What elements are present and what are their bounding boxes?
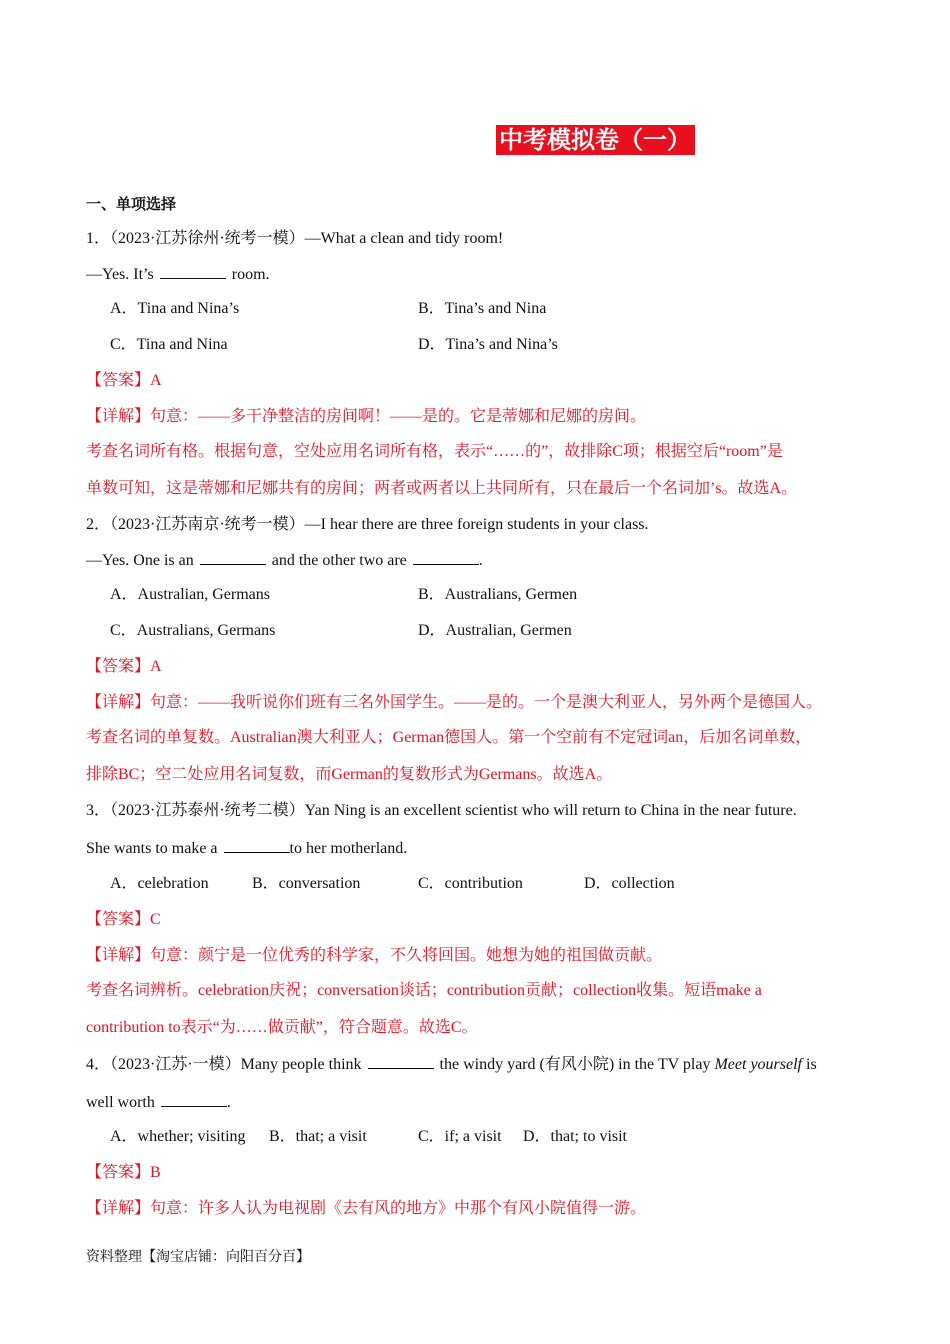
q4-blank-1 (368, 1054, 434, 1069)
q3-option-b: B．conversation (252, 875, 361, 892)
page-footer: 资料整理【淘宝店铺：向阳百分百】 (86, 1249, 310, 1265)
q2-line2-b: and the other two are (271, 552, 407, 569)
q4-line2-a: well worth (86, 1094, 155, 1111)
q1-line2 (86, 264, 270, 285)
q1-option-c: C．Tina and Nina (110, 336, 228, 353)
q4-option-a: A．whether; visiting (110, 1128, 246, 1145)
q1-answer: 【答案】A (86, 372, 162, 389)
q4-stem (86, 1054, 817, 1075)
q1-stem: 1．（2023·江苏徐州·统考一模）—What a clean and tidy room! (86, 230, 504, 247)
q4-stem-play-title: Meet yourself (714, 1056, 802, 1073)
q4-line2-b: . (226, 1094, 231, 1111)
q4-stem-a: 4．（2023·江苏·一模）Many people think (86, 1056, 362, 1073)
q1-option-a: A．Tina and Nina’s (110, 300, 240, 317)
q1-option-b: B．Tina’s and Nina (418, 300, 547, 317)
q2-option-c: C．Australians, Germans (110, 622, 276, 639)
q4-blank-2 (161, 1092, 227, 1107)
page-title: 中考模拟卷（一） (496, 125, 695, 155)
q3-option-d: D．collection (584, 875, 675, 892)
q4-answer: 【答案】B (86, 1164, 161, 1181)
q2-option-b: B．Australians, Germen (418, 586, 578, 603)
q2-option-a: A．Australian, Germans (110, 586, 270, 603)
q3-explanation-1: 考查名词辨析。celebration庆祝；conversation谈话；contribution贡献；collection收集。短语make a (86, 982, 762, 999)
q3-answer: 【答案】C (86, 911, 161, 928)
q2-stem: 2．（2023·江苏南京·统考一模）—I hear there are three foreign students in your class. (86, 516, 649, 533)
q2-explanation-2: 排除BC；空二处应用名词复数，而German的复数形式为Germans。故选A。 (86, 766, 613, 783)
q4-option-c: C．if; a visit (418, 1128, 502, 1145)
q2-detail: 【详解】句意：——我听说你们班有三名外国学生。——是的。一个是澳大利亚人，另外两个是德国人。 (86, 694, 823, 711)
q2-line2-a: —Yes. One is an (86, 552, 194, 569)
q1-line2-b: room. (231, 266, 270, 283)
q3-option-a: A．celebration (110, 875, 209, 892)
q2-blank-1 (200, 550, 266, 565)
q3-stem: 3．（2023·江苏泰州·统考二模）Yan Ning is an excellent scientist who will return to China in the near future. (86, 802, 797, 819)
q2-explanation-1: 考查名词的单复数。Australian澳大利亚人；German德国人。第一个空前有不定冠词an，后加名词单数， (86, 729, 812, 746)
q4-stem-b: the windy yard (有风小院) in the TV play (439, 1056, 711, 1073)
q1-line2-a: —Yes. It’s (86, 266, 154, 283)
q2-line2 (86, 550, 483, 571)
q2-line2-c: . (478, 552, 483, 569)
q4-stem-c: is (806, 1056, 817, 1073)
q3-explanation-2: contribution to表示“为……做贡献”，符合题意。故选C。 (86, 1019, 478, 1036)
q3-line2-a: She wants to make a (86, 840, 218, 857)
q1-explanation-2: 单数可知，这是蒂娜和尼娜共有的房间；两者或两者以上共同所有，只在最后一个名词加’s。故选A。 (86, 480, 798, 497)
q4-option-b: B．that; a visit (269, 1128, 367, 1145)
q1-detail: 【详解】句意：——多干净整洁的房间啊！——是的。它是蒂娜和尼娜的房间。 (86, 408, 647, 425)
q3-blank (224, 838, 290, 853)
q1-option-d: D．Tina’s and Nina’s (418, 336, 558, 353)
q2-answer: 【答案】A (86, 658, 162, 675)
section-heading: 一、单项选择 (86, 195, 177, 213)
q3-option-c: C．contribution (418, 875, 523, 892)
q2-blank-2 (413, 550, 479, 565)
q4-option-d: D．that; to visit (523, 1128, 628, 1145)
q1-blank (160, 264, 226, 279)
q3-line2 (86, 838, 407, 859)
q2-option-d: D．Australian, Germen (418, 622, 572, 639)
q3-line2-b: to her motherland. (289, 840, 408, 857)
q4-detail: 【详解】句意：许多人认为电视剧《去有风的地方》中那个有风小院值得一游。 (86, 1200, 647, 1217)
q1-explanation-1: 考查名词所有格。根据句意，空处应用名词所有格，表示“……的”，故排除C项；根据空后“room”是 (86, 443, 783, 460)
q4-line2 (86, 1092, 231, 1113)
q3-detail: 【详解】句意：颜宁是一位优秀的科学家，不久将回国。她想为她的祖国做贡献。 (86, 947, 663, 964)
